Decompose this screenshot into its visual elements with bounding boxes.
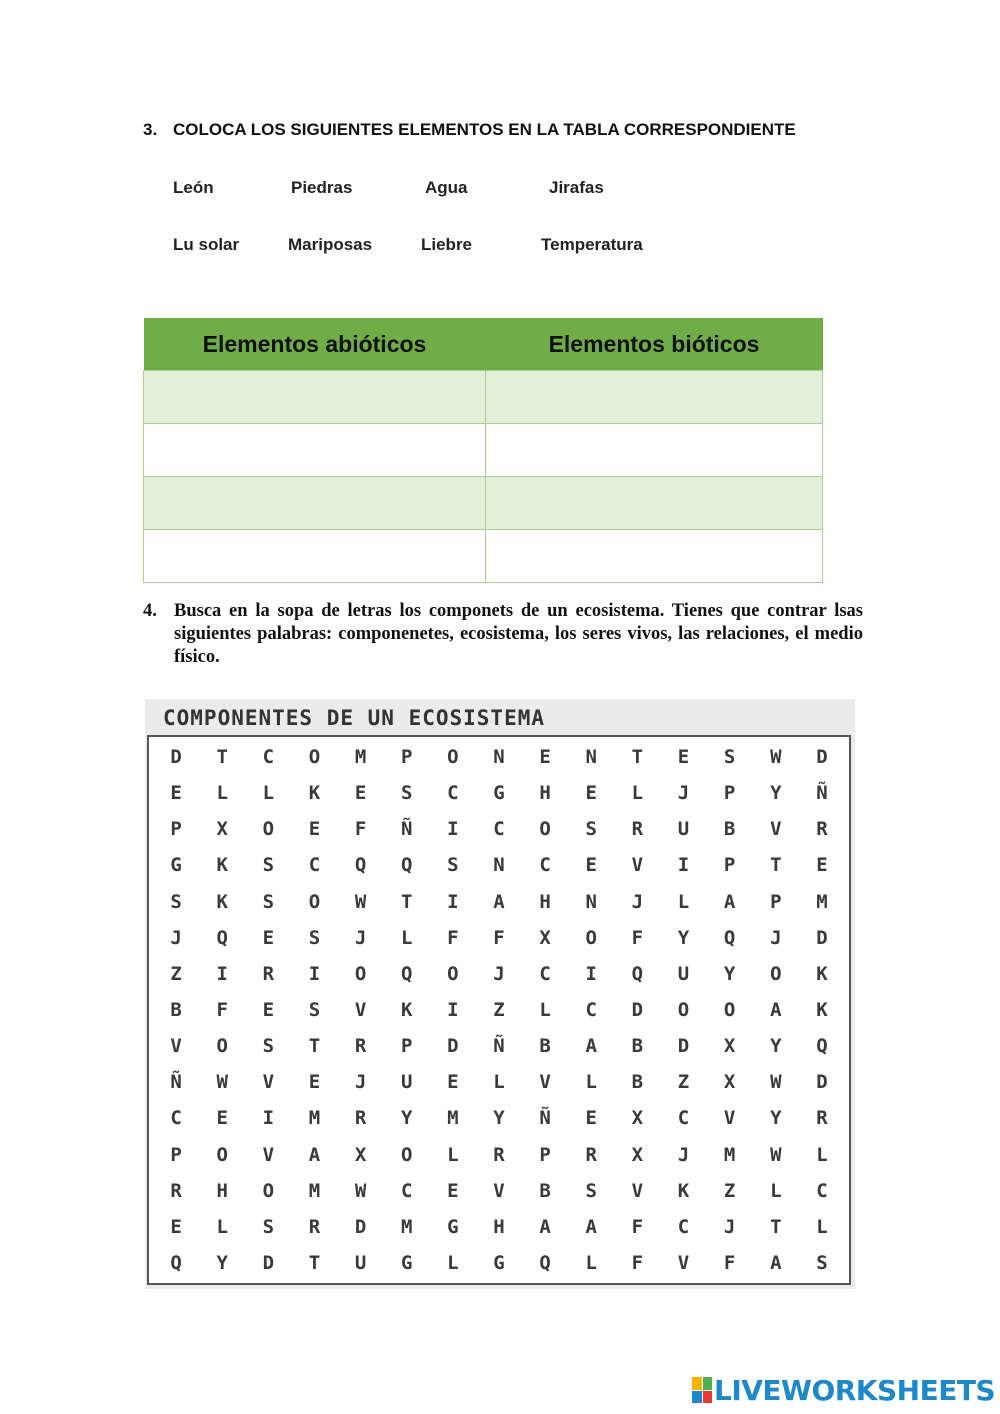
letter-cell[interactable]: J bbox=[354, 926, 367, 949]
letter-cell[interactable]: R bbox=[354, 1107, 367, 1130]
letter-cell[interactable]: R bbox=[816, 1107, 828, 1130]
drop-cell-abiotic[interactable] bbox=[144, 530, 486, 583]
letter-cell[interactable]: C bbox=[677, 1107, 690, 1130]
letter-cell[interactable]: S bbox=[585, 818, 597, 841]
letter-cell[interactable]: O bbox=[585, 926, 597, 949]
letter-cell[interactable]: M bbox=[447, 1107, 459, 1130]
letter-cell[interactable]: O bbox=[401, 1143, 413, 1166]
drop-cell-abiotic[interactable] bbox=[144, 424, 486, 477]
letter-cell[interactable]: A bbox=[585, 1215, 597, 1238]
question-3-number: 3. bbox=[143, 120, 158, 139]
letter-cell[interactable]: E bbox=[585, 782, 597, 805]
letter-cell[interactable]: A bbox=[308, 1143, 321, 1166]
letter-cell[interactable]: K bbox=[216, 854, 228, 877]
header-bioticos: Elementos bióticos bbox=[486, 318, 823, 371]
letter-cell[interactable]: Q bbox=[401, 854, 413, 877]
letter-cell[interactable]: A bbox=[493, 890, 505, 913]
letter-cell[interactable]: X bbox=[723, 1071, 736, 1094]
letter-cell[interactable]: S bbox=[308, 998, 321, 1021]
letter-cell[interactable]: L bbox=[216, 782, 228, 805]
letter-cell[interactable]: Q bbox=[723, 926, 736, 949]
letter-cell[interactable]: L bbox=[493, 1071, 505, 1094]
letter-cell[interactable]: L bbox=[539, 998, 551, 1021]
letter-cell[interactable]: S bbox=[170, 890, 182, 913]
letter-cell[interactable]: M bbox=[354, 746, 367, 769]
question-3-title bbox=[143, 120, 796, 140]
letter-cell[interactable]: G bbox=[170, 854, 182, 877]
letter-cell[interactable]: P bbox=[539, 1143, 551, 1166]
letter-cell[interactable]: R bbox=[816, 818, 828, 841]
letter-cell[interactable]: K bbox=[401, 998, 413, 1021]
letter-cell[interactable]: F bbox=[723, 1251, 736, 1274]
letter-cell[interactable]: C bbox=[262, 746, 275, 769]
letter-cell[interactable]: D bbox=[354, 1215, 367, 1238]
table-row bbox=[144, 530, 823, 583]
letter-cell[interactable]: W bbox=[770, 1143, 782, 1166]
letter-cell[interactable]: E bbox=[447, 1179, 459, 1202]
letter-cell[interactable]: C bbox=[677, 1215, 690, 1238]
letter-cell[interactable]: L bbox=[401, 926, 413, 949]
letter-cell[interactable]: L bbox=[262, 782, 275, 805]
letter-cell[interactable]: J bbox=[770, 926, 782, 949]
letter-cell[interactable]: I bbox=[216, 962, 228, 985]
letter-cell[interactable]: D bbox=[816, 1071, 828, 1094]
letter-cell[interactable]: O bbox=[308, 746, 321, 769]
letter-cell[interactable]: Q bbox=[170, 1251, 182, 1274]
letter-cell[interactable]: L bbox=[677, 890, 690, 913]
letter-cell[interactable]: O bbox=[308, 890, 321, 913]
letter-cell[interactable]: F bbox=[216, 998, 228, 1021]
letter-cell[interactable]: R bbox=[585, 1143, 597, 1166]
letter-cell[interactable]: M bbox=[723, 1143, 736, 1166]
letter-cell[interactable]: T bbox=[770, 1215, 782, 1238]
letter-cell[interactable]: H bbox=[216, 1179, 228, 1202]
letter-cell[interactable]: G bbox=[401, 1251, 413, 1274]
letter-cell[interactable]: X bbox=[631, 1143, 644, 1166]
letter-cell[interactable]: S bbox=[262, 890, 275, 913]
classification-table bbox=[143, 318, 823, 583]
letter-cell[interactable]: R bbox=[354, 1035, 367, 1058]
letter-cell[interactable]: B bbox=[539, 1179, 551, 1202]
letter-cell[interactable]: C bbox=[816, 1179, 828, 1202]
letter-cell[interactable]: R bbox=[493, 1143, 505, 1166]
letter-cell[interactable]: F bbox=[447, 926, 459, 949]
letter-cell[interactable]: V bbox=[262, 1143, 275, 1166]
letter-cell[interactable]: Y bbox=[216, 1251, 228, 1274]
letter-cell[interactable]: I bbox=[262, 1107, 275, 1130]
letter-cell[interactable]: Y bbox=[723, 962, 736, 985]
letter-cell[interactable]: I bbox=[585, 962, 597, 985]
letter-cell[interactable]: Y bbox=[770, 1035, 782, 1058]
word-chip[interactable]: Agua bbox=[425, 178, 468, 197]
letter-cell[interactable]: Y bbox=[493, 1107, 505, 1130]
letter-cell[interactable]: C bbox=[308, 854, 321, 877]
letter-cell[interactable]: S bbox=[401, 782, 413, 805]
letter-cell[interactable]: B bbox=[631, 1071, 644, 1094]
table-header-row bbox=[144, 318, 823, 371]
letter-cell[interactable]: Z bbox=[723, 1179, 736, 1202]
letter-cell[interactable]: C bbox=[539, 962, 551, 985]
letter-cell[interactable]: U bbox=[677, 818, 690, 841]
word-search-puzzle bbox=[145, 699, 855, 1289]
letter-cell[interactable]: V bbox=[677, 1251, 690, 1274]
letter-cell[interactable]: X bbox=[723, 1035, 736, 1058]
letter-cell[interactable]: N bbox=[585, 746, 597, 769]
letter-cell[interactable]: Y bbox=[401, 1107, 413, 1130]
letter-cell[interactable]: C bbox=[170, 1107, 182, 1130]
letter-cell[interactable]: J bbox=[493, 962, 505, 985]
letter-cell[interactable]: E bbox=[677, 746, 690, 769]
letter-cell[interactable]: G bbox=[493, 782, 505, 805]
letter-cell[interactable]: O bbox=[723, 998, 736, 1021]
letter-cell[interactable]: S bbox=[723, 746, 736, 769]
letter-cell[interactable]: W bbox=[216, 1071, 228, 1094]
letter-cell[interactable]: C bbox=[585, 998, 597, 1021]
letter-cell[interactable]: S bbox=[262, 1215, 275, 1238]
letter-cell[interactable]: B bbox=[723, 818, 736, 841]
drop-cell-biotic[interactable] bbox=[486, 371, 823, 424]
letter-cell[interactable]: E bbox=[585, 1107, 597, 1130]
letter-cell[interactable]: O bbox=[262, 818, 275, 841]
letter-cell[interactable]: W bbox=[354, 890, 367, 913]
puzzle-grid[interactable] bbox=[147, 735, 851, 1285]
drop-cell-biotic[interactable] bbox=[486, 424, 823, 477]
letter-cell[interactable]: V bbox=[262, 1071, 275, 1094]
letter-cell[interactable]: E bbox=[447, 1071, 459, 1094]
letter-cell[interactable]: V bbox=[631, 1179, 644, 1202]
letter-cell[interactable]: J bbox=[723, 1215, 736, 1238]
letter-cell[interactable]: R bbox=[308, 1215, 321, 1238]
letter-cell[interactable]: Q bbox=[631, 962, 644, 985]
letter-cell[interactable]: W bbox=[770, 746, 782, 769]
word-chip[interactable]: Lu solar bbox=[173, 235, 240, 254]
letter-cell[interactable]: I bbox=[447, 818, 459, 841]
word-chip[interactable]: León bbox=[173, 178, 214, 197]
letter-cell[interactable]: Q bbox=[539, 1251, 551, 1274]
letter-cell[interactable]: J bbox=[677, 1143, 690, 1166]
letter-cell[interactable]: Ñ bbox=[539, 1107, 551, 1130]
letter-cell[interactable]: E bbox=[816, 854, 828, 877]
letter-cell[interactable]: R bbox=[262, 962, 275, 985]
letter-cell[interactable]: T bbox=[631, 746, 644, 769]
letter-cell[interactable]: H bbox=[539, 782, 551, 805]
letter-cell[interactable]: L bbox=[447, 1251, 459, 1274]
letter-cell[interactable]: N bbox=[493, 854, 505, 877]
letter-cell[interactable]: I bbox=[308, 962, 321, 985]
letter-cell[interactable]: V bbox=[770, 818, 782, 841]
letter-cell[interactable]: L bbox=[816, 1215, 828, 1238]
letter-cell[interactable]: P bbox=[401, 1035, 413, 1058]
letter-cell[interactable]: K bbox=[308, 782, 321, 805]
letter-cell[interactable]: F bbox=[631, 926, 644, 949]
letter-cell[interactable]: M bbox=[401, 1215, 413, 1238]
letter-cell[interactable]: D bbox=[170, 746, 182, 769]
letter-cell[interactable]: N bbox=[493, 746, 505, 769]
letter-cell[interactable]: T bbox=[401, 890, 413, 913]
letter-cell[interactable]: F bbox=[631, 1215, 644, 1238]
letter-cell[interactable]: I bbox=[447, 998, 459, 1021]
table-row bbox=[144, 424, 823, 477]
letter-cell[interactable]: T bbox=[308, 1251, 321, 1274]
letter-cell[interactable]: X bbox=[631, 1107, 644, 1130]
letter-cell[interactable]: O bbox=[677, 998, 690, 1021]
letter-cell[interactable]: E bbox=[539, 746, 551, 769]
letter-cell[interactable]: P bbox=[723, 782, 736, 805]
letter-cell[interactable]: M bbox=[816, 890, 828, 913]
letter-cell[interactable]: V bbox=[539, 1071, 551, 1094]
letter-cell[interactable]: B bbox=[170, 998, 182, 1021]
letter-cell[interactable]: A bbox=[539, 1215, 551, 1238]
letter-cell[interactable]: J bbox=[170, 926, 182, 949]
letter-cell[interactable]: O bbox=[539, 818, 551, 841]
table-row bbox=[144, 477, 823, 530]
letter-cell[interactable]: L bbox=[216, 1215, 228, 1238]
letter-cell[interactable]: F bbox=[354, 818, 367, 841]
letter-cell[interactable]: A bbox=[723, 890, 736, 913]
letter-cell[interactable]: D bbox=[816, 746, 828, 769]
letter-cell[interactable]: V bbox=[631, 854, 644, 877]
letter-cell[interactable]: H bbox=[539, 890, 551, 913]
letter-cell[interactable]: B bbox=[539, 1035, 551, 1058]
letter-cell[interactable]: L bbox=[816, 1143, 828, 1166]
letter-cell[interactable]: Ñ bbox=[401, 818, 413, 841]
question-4-text: Busca en la sopa de letras los componets de un ecosistema. Tienes que contrar lsas siguientes palabras: componenetes, ecosistema, los seres vivos, las relaciones, el medio físico. bbox=[174, 601, 863, 667]
letter-cell[interactable]: Q bbox=[401, 962, 413, 985]
letter-cell[interactable]: S bbox=[585, 1179, 597, 1202]
letter-cell[interactable]: Y bbox=[677, 926, 690, 949]
header-abioticos: Elementos abióticos bbox=[144, 318, 486, 371]
letter-cell[interactable]: L bbox=[770, 1179, 782, 1202]
letter-cell[interactable]: G bbox=[447, 1215, 459, 1238]
letter-cell[interactable]: S bbox=[262, 854, 275, 877]
letter-cell[interactable]: Z bbox=[170, 962, 182, 985]
letter-cell[interactable]: C bbox=[493, 818, 505, 841]
letter-cell[interactable]: D bbox=[677, 1035, 690, 1058]
letter-cell[interactable]: M bbox=[308, 1179, 321, 1202]
letter-cell[interactable]: A bbox=[585, 1035, 597, 1058]
letter-cell[interactable]: V bbox=[354, 998, 367, 1021]
letter-cell[interactable]: W bbox=[770, 1071, 782, 1094]
letter-cell[interactable]: Y bbox=[770, 782, 782, 805]
letter-cell[interactable]: B bbox=[631, 1035, 644, 1058]
letter-cell[interactable]: K bbox=[816, 962, 828, 985]
letter-cell[interactable]: C bbox=[447, 782, 459, 805]
question-4-number: 4. bbox=[143, 601, 157, 621]
letter-cell[interactable]: L bbox=[447, 1143, 459, 1166]
drop-cell-biotic[interactable] bbox=[486, 530, 823, 583]
letter-cell[interactable]: V bbox=[723, 1107, 736, 1130]
letter-cell[interactable]: E bbox=[308, 1071, 321, 1094]
letter-cell[interactable]: Ñ bbox=[816, 782, 828, 805]
letter-cell[interactable]: F bbox=[631, 1251, 644, 1274]
letter-cell[interactable]: R bbox=[631, 818, 644, 841]
letter-cell[interactable]: S bbox=[447, 854, 459, 877]
puzzle-title: COMPONENTES DE UN ECOSISTEMA bbox=[163, 706, 546, 730]
letter-cell[interactable]: O bbox=[216, 1143, 228, 1166]
question-4 bbox=[143, 600, 863, 669]
letter-cell[interactable]: Ñ bbox=[493, 1035, 505, 1058]
letter-cell[interactable]: C bbox=[401, 1179, 413, 1202]
letter-cell[interactable]: O bbox=[354, 962, 367, 985]
letter-cell[interactable]: U bbox=[354, 1251, 367, 1274]
word-chip[interactable]: Jirafas bbox=[549, 178, 604, 197]
word-chip[interactable]: Temperatura bbox=[541, 235, 643, 254]
letter-cell[interactable]: Q bbox=[354, 854, 367, 877]
letter-cell[interactable]: K bbox=[216, 890, 228, 913]
letter-cell[interactable]: P bbox=[770, 890, 782, 913]
letter-cell[interactable]: Ñ bbox=[170, 1071, 182, 1094]
letter-cell[interactable]: K bbox=[816, 998, 828, 1021]
letter-cell[interactable]: T bbox=[216, 746, 228, 769]
letter-cell[interactable]: D bbox=[447, 1035, 459, 1058]
letter-cell[interactable]: Z bbox=[493, 998, 505, 1021]
letter-cell[interactable]: J bbox=[677, 782, 690, 805]
letter-cell[interactable]: E bbox=[262, 926, 275, 949]
letter-cell[interactable]: X bbox=[216, 818, 228, 841]
letter-cell[interactable]: T bbox=[308, 1035, 321, 1058]
letter-cell[interactable]: O bbox=[262, 1179, 275, 1202]
letter-cell[interactable]: C bbox=[539, 854, 551, 877]
letter-cell[interactable]: T bbox=[770, 854, 782, 877]
letter-cell[interactable]: J bbox=[354, 1071, 367, 1094]
letter-cell[interactable]: E bbox=[585, 854, 597, 877]
letter-cell[interactable]: I bbox=[677, 854, 690, 877]
letter-cell[interactable]: E bbox=[262, 998, 275, 1021]
letter-cell[interactable]: P bbox=[723, 854, 736, 877]
letter-cell[interactable]: K bbox=[677, 1179, 690, 1202]
letter-cell[interactable]: V bbox=[493, 1179, 505, 1202]
liveworksheets-icon bbox=[692, 1377, 712, 1403]
letter-cell[interactable]: O bbox=[447, 962, 459, 985]
letter-cell[interactable]: O bbox=[447, 746, 459, 769]
letter-cell[interactable]: S bbox=[262, 1035, 275, 1058]
drop-cell-abiotic[interactable] bbox=[144, 477, 486, 530]
letter-cell[interactable]: G bbox=[493, 1251, 505, 1274]
letter-cell[interactable]: P bbox=[170, 818, 182, 841]
letter-cell[interactable]: R bbox=[170, 1179, 182, 1202]
letter-cell[interactable]: W bbox=[354, 1179, 367, 1202]
letter-cell[interactable]: L bbox=[585, 1251, 597, 1274]
letter-cell[interactable]: N bbox=[585, 890, 597, 913]
letter-cell[interactable]: V bbox=[170, 1035, 182, 1058]
letter-cell[interactable]: A bbox=[770, 998, 782, 1021]
liveworksheets-logo bbox=[692, 1373, 995, 1407]
letter-cell[interactable]: Q bbox=[216, 926, 228, 949]
question-3-text: COLOCA LOS SIGUIENTES ELEMENTOS EN LA TABLA CORRESPONDIENTE bbox=[173, 120, 796, 139]
letter-cell[interactable]: U bbox=[677, 962, 690, 985]
letter-cell[interactable]: M bbox=[308, 1107, 321, 1130]
letter-cell[interactable]: S bbox=[816, 1251, 828, 1274]
word-chip[interactable]: Mariposas bbox=[288, 235, 373, 254]
letter-cell[interactable]: E bbox=[354, 782, 367, 805]
letter-cell[interactable]: D bbox=[262, 1251, 275, 1274]
letter-cell[interactable]: E bbox=[170, 1215, 182, 1238]
table-row bbox=[144, 371, 823, 424]
letter-cell[interactable]: L bbox=[631, 782, 644, 805]
letter-cell[interactable]: X bbox=[539, 926, 551, 949]
drop-cell-biotic[interactable] bbox=[486, 477, 823, 530]
letter-cell[interactable]: E bbox=[170, 782, 182, 805]
letter-cell[interactable]: P bbox=[170, 1143, 182, 1166]
letter-cell[interactable]: E bbox=[308, 818, 321, 841]
word-chip[interactable]: Piedras bbox=[291, 178, 353, 197]
letter-cell[interactable]: Y bbox=[770, 1107, 782, 1130]
word-chip[interactable]: Liebre bbox=[421, 235, 473, 254]
letter-cell[interactable]: F bbox=[493, 926, 505, 949]
letter-cell[interactable]: X bbox=[354, 1143, 367, 1166]
letter-cell[interactable]: H bbox=[493, 1215, 505, 1238]
letter-cell[interactable]: O bbox=[216, 1035, 228, 1058]
letter-cell[interactable]: S bbox=[308, 926, 321, 949]
letter-cell[interactable]: U bbox=[401, 1071, 413, 1094]
letter-cell[interactable]: Z bbox=[677, 1071, 690, 1094]
letter-cell[interactable]: Q bbox=[816, 1035, 828, 1058]
letter-cell[interactable]: L bbox=[585, 1071, 597, 1094]
letter-cell[interactable]: D bbox=[631, 998, 644, 1021]
brand-text: LIVEWORKSHEETS bbox=[714, 1373, 996, 1407]
letter-cell[interactable]: O bbox=[770, 962, 782, 985]
letter-cell[interactable]: I bbox=[447, 890, 459, 913]
letter-cell[interactable]: E bbox=[216, 1107, 228, 1130]
drop-cell-abiotic[interactable] bbox=[144, 371, 486, 424]
letter-cell[interactable]: P bbox=[401, 746, 413, 769]
letter-cell[interactable]: A bbox=[770, 1251, 782, 1274]
letter-cell[interactable]: D bbox=[816, 926, 828, 949]
letter-cell[interactable]: J bbox=[631, 890, 644, 913]
